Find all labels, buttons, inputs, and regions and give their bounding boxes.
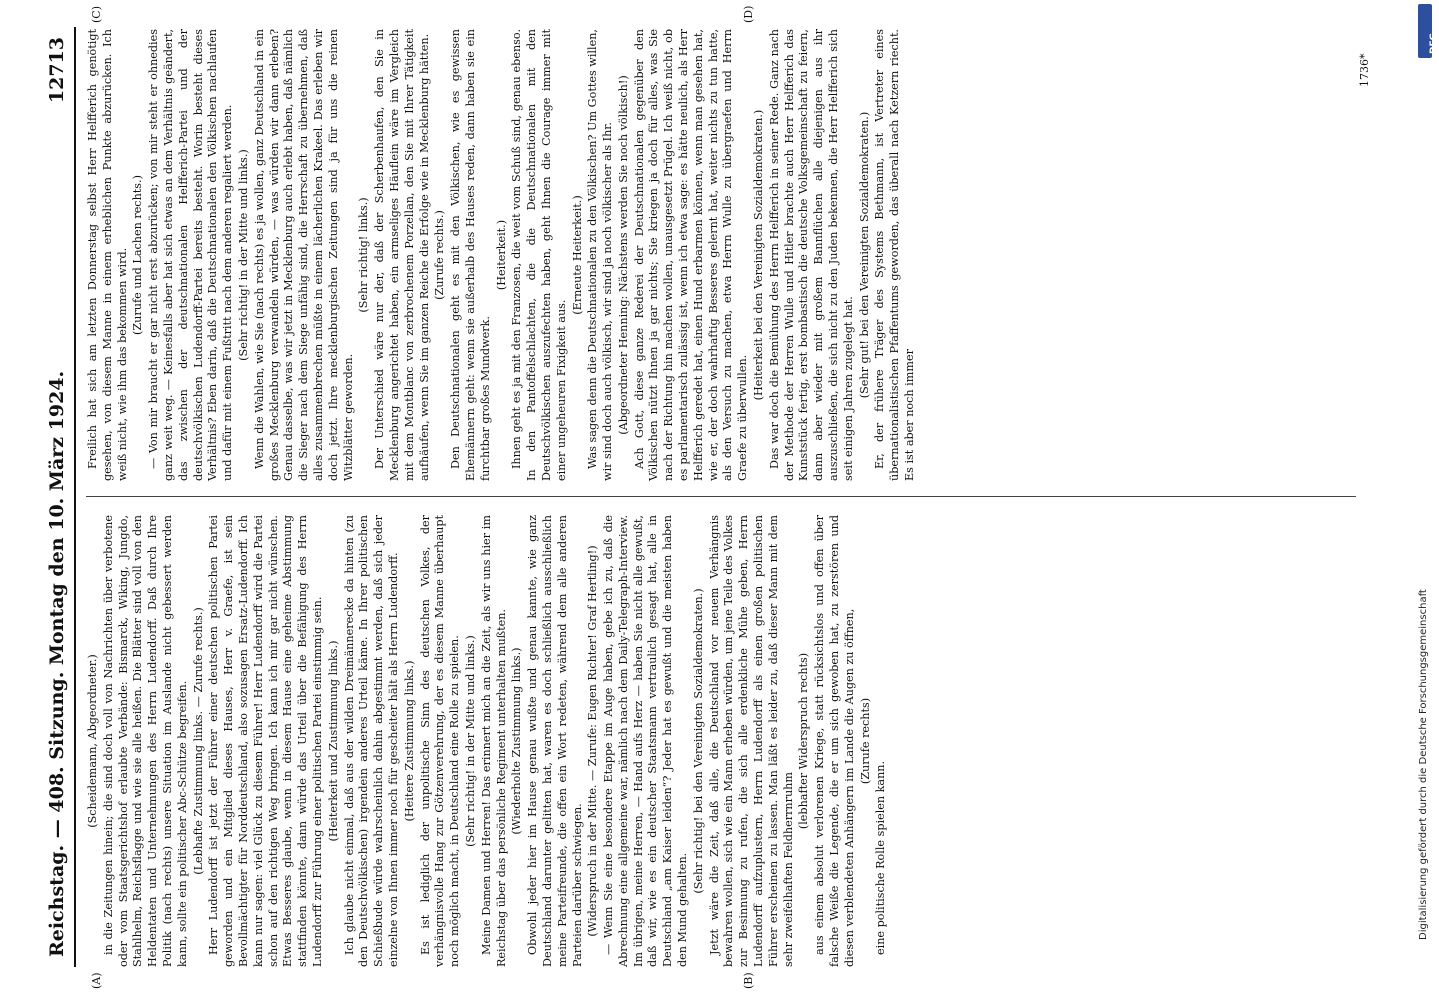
paragraph: Jetzt wäre die Zeit, daß alle, die Deutschland vor neuem Verhängnis bewahren wollen, sich wie ein Mann erheben würden, um jene Teile des Volkes zur Besinnung zu rufen, die sich alle erdenkliche Mühe geben, Herrn Ludendorff aufzuplustern, Herrn Ludendorff als einen großen politischen Führer erscheinen zu lassen. Man läßt es leider zu, daß dieser Mann mit dem sehr zweifelhaften Feldherrnruhm <box>707 515 795 967</box>
paragraph: Das war doch die Bemühung des Herrn Helfferich in seiner Rede. Ganz nach der Methode der Herren Wulle und Hitler brachte auch Herr Helfferich das Kunststück fertig, erst bombastisch die deutsche Volksgemeinschaft zu feiern, dann aber wieder mit großem Bannflüchen alle diejenigen aus ihr auszuschließen, die sich nicht zu den Juden bekennen, die Herr Helfferich sich seit einigen Jahren zugelegt hat. <box>767 29 855 481</box>
paragraph: Es ist lediglich der unpolitische Sinn des deutschen Volkes, der verhängnisvolle Hang zur Götzenverehrung, der es diesem Manne überhaupt noch möglich macht, in Deutschland eine Rolle zu spielen. <box>418 515 462 967</box>
digitization-note-text: Digitalisierung gefördert durch die Deutsche Forschungsgemeinschaft <box>1418 589 1429 940</box>
paragraph: (Zurufe rechts.) <box>433 210 447 300</box>
paragraph: Herr Ludendorff ist jetzt der Führer einer deutschen politischen Partei geworden und ein Mitglied dieses Hauses, Herr v. Graefe, ist sein Bevollmächtigter für Norddeutschland, also sozusagen Ersatz-Ludendorff. Ich kann nur sagen: viel Glück zu diesem Führer! Herr Ludendorff wird die Partei schon auf den richtigen Weg bringen. Ich kann ich mir gar nicht wünschen. Etwas Besseres glaube, wenn in diesem Hause eine geheime Abstimmung stattfinden könnte, dann würde das Urteil über die Befähigung des Herrn Ludendorff zur Führung einer politischen Partei einstimmig sein. <box>207 515 324 967</box>
paragraph: Ihnen geht es ja mit den Franzosen, die weit vom Schuß sind, genau ebenso. In den Pantoffelschlachten, die die Deutschnationalen mit den Deutschvölkischen auszufechten haben, geht Ihnen die Courage immer mit einer ungeheuren Fixigkeit aus. <box>510 29 568 481</box>
paragraph: — Von mir braucht er gar nicht erst abzurücken; von mir steht er ohnedies ganz weit weg. — Keinesfalls aber hat sich etwas an dem Verhältnis geändert, das zwischen der deutschnationalen Helfferich-Partei und der deutschvölkischen Ludendorff-Partei bereits besteht. Worin besteht dieses Verhältnis? Eben darin, daß die Deutschnationalen den Völkischen nachlaufen und dafür mit einem Fußtritt nach dem anderen regaliert werden. <box>147 29 235 481</box>
paragraph: (Sehr richtig! links.) <box>357 197 371 313</box>
paragraph: (Erneute Heiterkeit.) <box>570 195 584 315</box>
paragraph: (Sehr gut! bei den Vereinigten Sozialdemokraten.) <box>857 111 871 399</box>
paragraph: (Heiterkeit.) <box>494 219 508 291</box>
right-text-column <box>86 29 1356 481</box>
left-text-column <box>86 515 1356 967</box>
page-header <box>42 27 76 967</box>
paragraph: (Sehr richtig! in der Mitte und links.) <box>236 149 250 361</box>
paragraph: (Zurufe und Lachen rechts.) <box>131 175 145 335</box>
margin-marker-b: (B) <box>742 972 755 989</box>
paragraph: in die Zeitungen hinein; die sind doch voll von Nachrichten über verbotene oder vom Staatsgerichtshof erlaubte Verbände: Bismarck, Wiking, Jungdo, Stahlhelm, Reichsflagge und wie sie alle heißen. Die Blätter sind voll von den Heldentaten und Unternehmungen des Herrn Ludendorff. Daß durch Ihre Politik (nach rechts) unsere Situation im Auslande nicht gebessert werden kann, sollte ein politischer Abc-Schütze begreifen. <box>101 515 189 967</box>
header-rule <box>74 27 76 967</box>
footer-signature-mark: 1736* <box>1358 53 1371 87</box>
dfg-logo <box>1418 4 1439 58</box>
paragraph: Den Deutschnationalen geht es mit den Völkischen, wie es gewissen Ehemännern geht: wenn sie außerhalb des Hauses reden, dann haben sie ein furchtbar großes Mundwerk. <box>449 29 492 481</box>
dfg-logo-text: DFG <box>1429 32 1439 54</box>
paragraph: Er, der frühere Träger des Systems Bethmann, ist Vertreter eines übernationalistischen Pfaffentums geworden, das überall nach Ketzern riecht. Es ist aber noch immer <box>873 29 917 481</box>
paragraph: Der Unterschied wäre nur der, daß der Scherbenhaufen, den Sie in Mecklenburg angerichtet haben, ein armseliges Häuflein wäre im Vergleich mit dem Montblanc von zerbrochenem Porzellan, den Sie mit Ihrer Tätigkeit aufhäufen, wenn Sie im ganzen Reiche die Erfolge wie in Mecklenburg hätten. <box>373 29 431 481</box>
page-number: 12713 <box>46 37 68 104</box>
paragraph: (Lebhafte Zustimmung links. — Zurufe rechts.) <box>191 607 205 875</box>
rotated-page-content <box>42 5 1372 989</box>
paragraph: — Wenn Sie eine besondere Etappe im Auge haben, gebe ich zu, daß die Abrechnung eine allgemeine war, nämlich nach dem Daily-Telegraph-Interview. Im übrigen, meine Herren, — Hand aufs Herz — haben Sie nicht alle gewußt, daß wir, wie es ein deutscher Staatsmann vertraulich gesagt hat, alle in Deutschland „am Kaiser leiden“? Jeder hat es gewußt und die meisten haben den Mund gehalten. <box>602 515 690 967</box>
margin-marker-c: (C) <box>90 6 103 23</box>
paragraph: Wenn die Wahlen, wie Sie (nach rechts) es ja wollen, ganz Deutschland in ein großes Mecklenburg verwandeln würden, — was würden wir dann erleben? Genau dasselbe, was wir jetzt in Mecklenburg auch erlebt haben, daß nämlich die Sieger nach dem Siege unfähig sind, die Herrschaft zu übernehmen, daß alles zusammenbrechen müßte in einem lächerlichen Krakeel. Das erleben wir doch jetzt. Ihre mecklenburgischen Zeitungen sind ja für uns die reinen Witzblätter geworden. <box>252 29 355 481</box>
paragraph: Ich glaube nicht einmal, daß aus der wilden Dreimännerecke da hinten (zu den Deutschvölkischen) irgendein anderes Urteil käme. In Ihrer politischen Schießbude würde wahrscheinlich dahin abgestimmt werden, daß sich jeder einzelne von Ihnen immer noch für gescheiter hält als Herrn Ludendorff. <box>342 515 400 967</box>
paragraph: Freilich hat sich am letzten Donnerstag selbst Herr Helfferich genötigt gesehen, von diesem Manne in einem erheblichen Punkte abzurücken. Ich weiß nicht, wie ihm das bekommen wird. <box>86 29 129 481</box>
running-head: Reichstag. — 408. Sitzung. Montag den 10. März 1924. <box>46 370 68 957</box>
margin-marker-d: (D) <box>742 5 755 23</box>
paragraph: Obwohl jeder hier im Hause genau wußte und genau kannte, wie ganz Deutschland darunter gelitten hat, waren es doch schließlich ausschließlich meine Parteifreunde, die offen ein Wort redeten, während dem alle anderen Parteien darüber schwiegen. <box>526 515 584 967</box>
paragraph: (Abgeordneter Henning: Nächstens werden Sie noch völkisch!) <box>616 75 630 435</box>
paragraph: (Widerspruch in der Mitte. — Zurufe: Eugen Richter! Graf Hertling!) <box>586 545 600 937</box>
paragraph: (Heiterkeit bei den Vereinigten Sozialdemokraten.) <box>752 109 766 401</box>
paragraph: (Sehr richtig! in der Mitte und links.) <box>463 635 477 847</box>
paragraph: (Heitere Zustimmung links.) <box>402 660 416 822</box>
paragraph: (lebhafter Widerspruch rechts) <box>797 652 811 830</box>
paragraph: (Scheidemann, Abgeordneter.) <box>86 654 99 828</box>
paragraph: (Sehr richtig! bei den Vereinigten Sozialdemokraten.) <box>691 588 705 894</box>
paragraph: Was sagen denn die Deutschnationalen zu den Völkischen? Um Gottes willen, wir sind doch auch völkisch, wir sind ja noch völkischer als Ihr. <box>586 29 615 481</box>
digitization-note <box>1404 60 1429 940</box>
paragraph: (Wiederholte Zustimmung links.) <box>510 647 524 835</box>
paragraph: Ach Gott, diese ganze Rederei der Deutschnationalen gegenüber den Völkischen nützt Ihnen ja gar nichts; Sie kriegen ja doch für alles, was Sie nach der Richtung hin machen wollen, unausgesetzt Prügel. Ich weiß nicht, ob es parlamentarisch zulässig ist, wenn ich etwa sage: es hätte neulich, als Herr Helfferich geredet hat, einen Hund erbarmen können, wenn man gesehen hat, wie er, der doch wahrhaftig Besseres gelernt hat, weiter nichts zu tun hatte, als den Versuch zu machen, etwa Herrn Wulle zu übergraefen und Herrn Graefe zu überwullen. <box>632 29 750 481</box>
paragraph: eine politische Rolle spielen kann. <box>874 760 888 955</box>
paragraph: Meine Damen und Herren! Das erinnert mich an die Zeit, als wir uns hier im Reichstag über das persönliche Regiment unterhalten mußten. <box>479 515 508 967</box>
margin-marker-a: (A) <box>90 972 103 989</box>
paragraph: aus einem absolut verlorenen Kriege, statt rücksichtslos und offen über falsche Weiße die Legende, die er um sich gewoben hat, zu zerstören und diesen verblendeten Anhängern im Lande die Augen zu öffnen, <box>813 515 856 967</box>
paragraph: (Heiterkeit und Zustimmung links.) <box>326 640 340 842</box>
paragraph: (Zurufe rechts) <box>858 697 872 785</box>
column-divider <box>86 496 1356 497</box>
